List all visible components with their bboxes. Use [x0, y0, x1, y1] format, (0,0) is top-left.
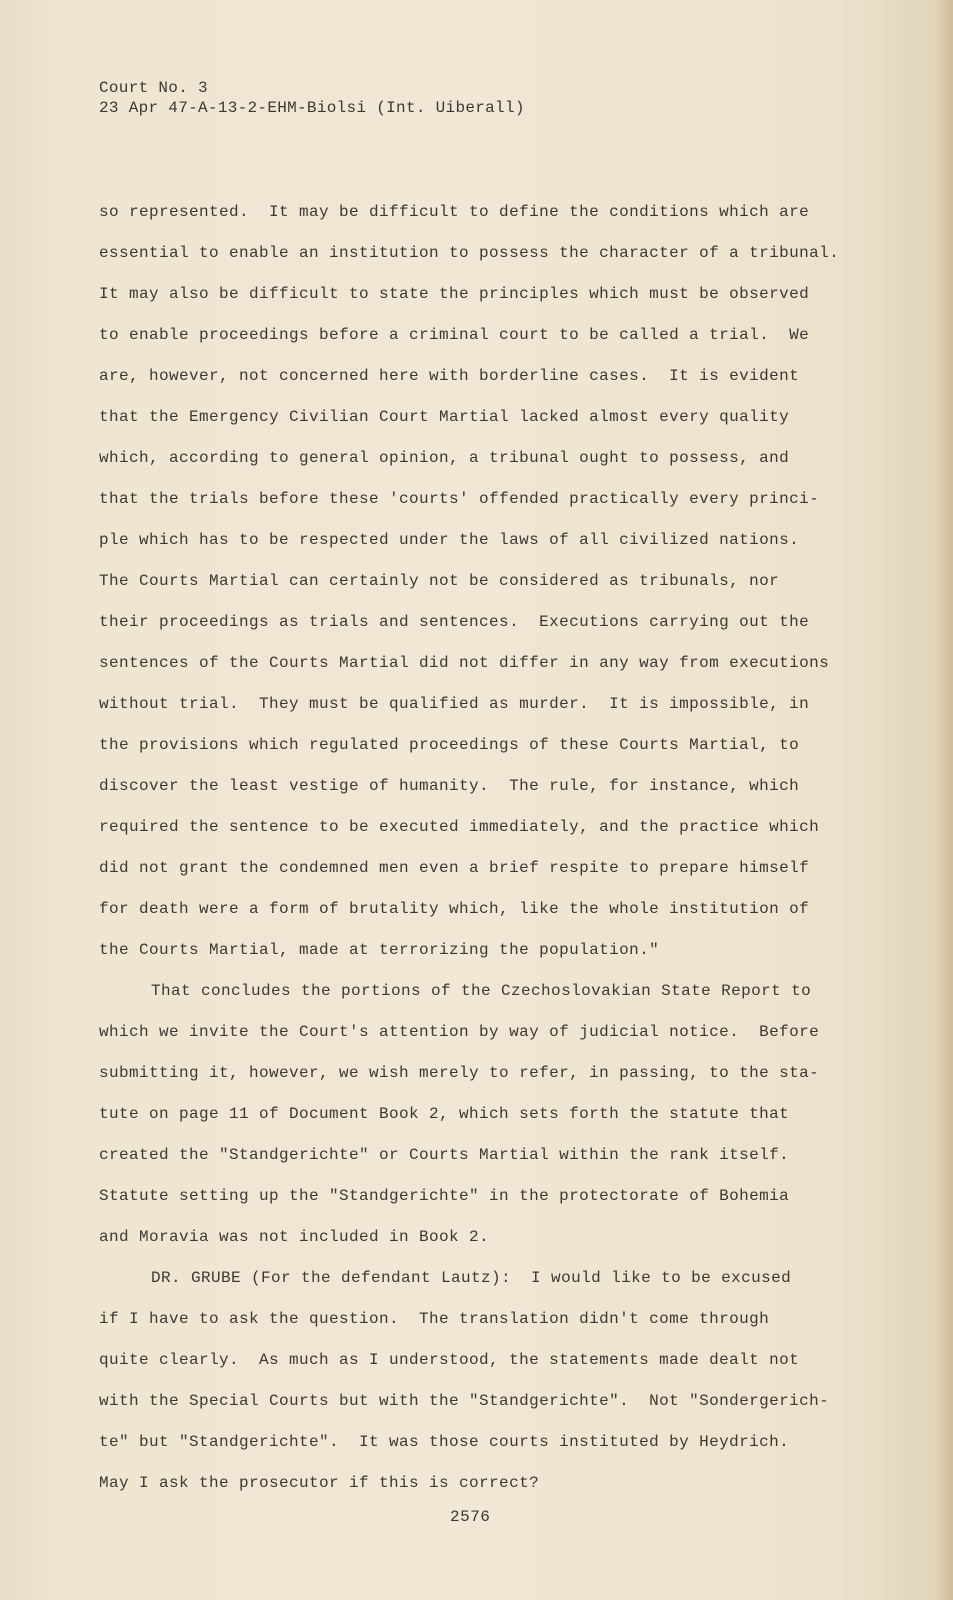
text-line: the Courts Martial, made at terrorizing the population."	[99, 941, 660, 959]
text-line: which we invite the Court's attention by way of judicial notice. Before	[99, 1023, 820, 1041]
text-line: created the "Standgerichte" or Courts Martial within the rank itself.	[99, 1146, 790, 1164]
document-reference: 23 Apr 47-A-13-2-EHM-Biolsi (Int. Uiberall)	[99, 99, 525, 117]
text-line: It may also be difficult to state the principles which must be observed	[99, 285, 810, 303]
text-line: so represented. It may be difficult to define the conditions which are	[99, 203, 810, 221]
paragraph-start-line: That concludes the portions of the Czechoslovakian State Report to	[151, 982, 812, 1000]
text-line: with the Special Courts but with the "Standgerichte". Not "Sondergerich-	[99, 1392, 830, 1410]
text-line: which, according to general opinion, a tribunal ought to possess, and	[99, 449, 790, 467]
text-line: are, however, not concerned here with borderline cases. It is evident	[99, 367, 800, 385]
page-number: 2576	[450, 1508, 491, 1526]
text-line: quite clearly. As much as I understood, the statements made dealt not	[99, 1351, 800, 1369]
court-number: Court No. 3	[99, 79, 208, 97]
text-line: without trial. They must be qualified as murder. It is impossible, in	[99, 695, 810, 713]
text-line: that the Emergency Civilian Court Martial lacked almost every quality	[99, 408, 790, 426]
text-line: te" but "Standgerichte". It was those courts instituted by Heydrich.	[99, 1433, 790, 1451]
speaker-line: DR. GRUBE (For the defendant Lautz): I would like to be excused	[151, 1269, 792, 1287]
document-header	[99, 78, 525, 118]
text-line: if I have to ask the question. The translation didn't come through	[99, 1310, 770, 1328]
text-line: essential to enable an institution to possess the character of a tribunal.	[99, 244, 840, 262]
text-line: for death were a form of brutality which, like the whole institution of	[99, 900, 810, 918]
text-line: Statute setting up the "Standgerichte" in the protectorate of Bohemia	[99, 1187, 790, 1205]
text-line: and Moravia was not included in Book 2.	[99, 1228, 490, 1246]
text-line: required the sentence to be executed immediately, and the practice which	[99, 818, 820, 836]
text-line: did not grant the condemned men even a brief respite to prepare himself	[99, 859, 810, 877]
transcript-body	[99, 198, 859, 1510]
text-line: ple which has to be respected under the laws of all civilized nations.	[99, 531, 800, 549]
text-line: The Courts Martial can certainly not be considered as tribunals, nor	[99, 572, 780, 590]
text-line: submitting it, however, we wish merely to refer, in passing, to the sta-	[99, 1064, 820, 1082]
text-line: sentences of the Courts Martial did not differ in any way from executions	[99, 654, 830, 672]
text-line: discover the least vestige of humanity. The rule, for instance, which	[99, 777, 800, 795]
page-edge-shadow	[935, 0, 953, 1600]
text-line: the provisions which regulated proceedings of these Courts Martial, to	[99, 736, 800, 754]
text-line: that the trials before these 'courts' offended practically every princi-	[99, 490, 820, 508]
text-line: tute on page 11 of Document Book 2, which sets forth the statute that	[99, 1105, 790, 1123]
text-line: May I ask the prosecutor if this is correct?	[99, 1474, 540, 1492]
text-line: to enable proceedings before a criminal court to be called a trial. We	[99, 326, 810, 344]
text-line: their proceedings as trials and sentences. Executions carrying out the	[99, 613, 810, 631]
